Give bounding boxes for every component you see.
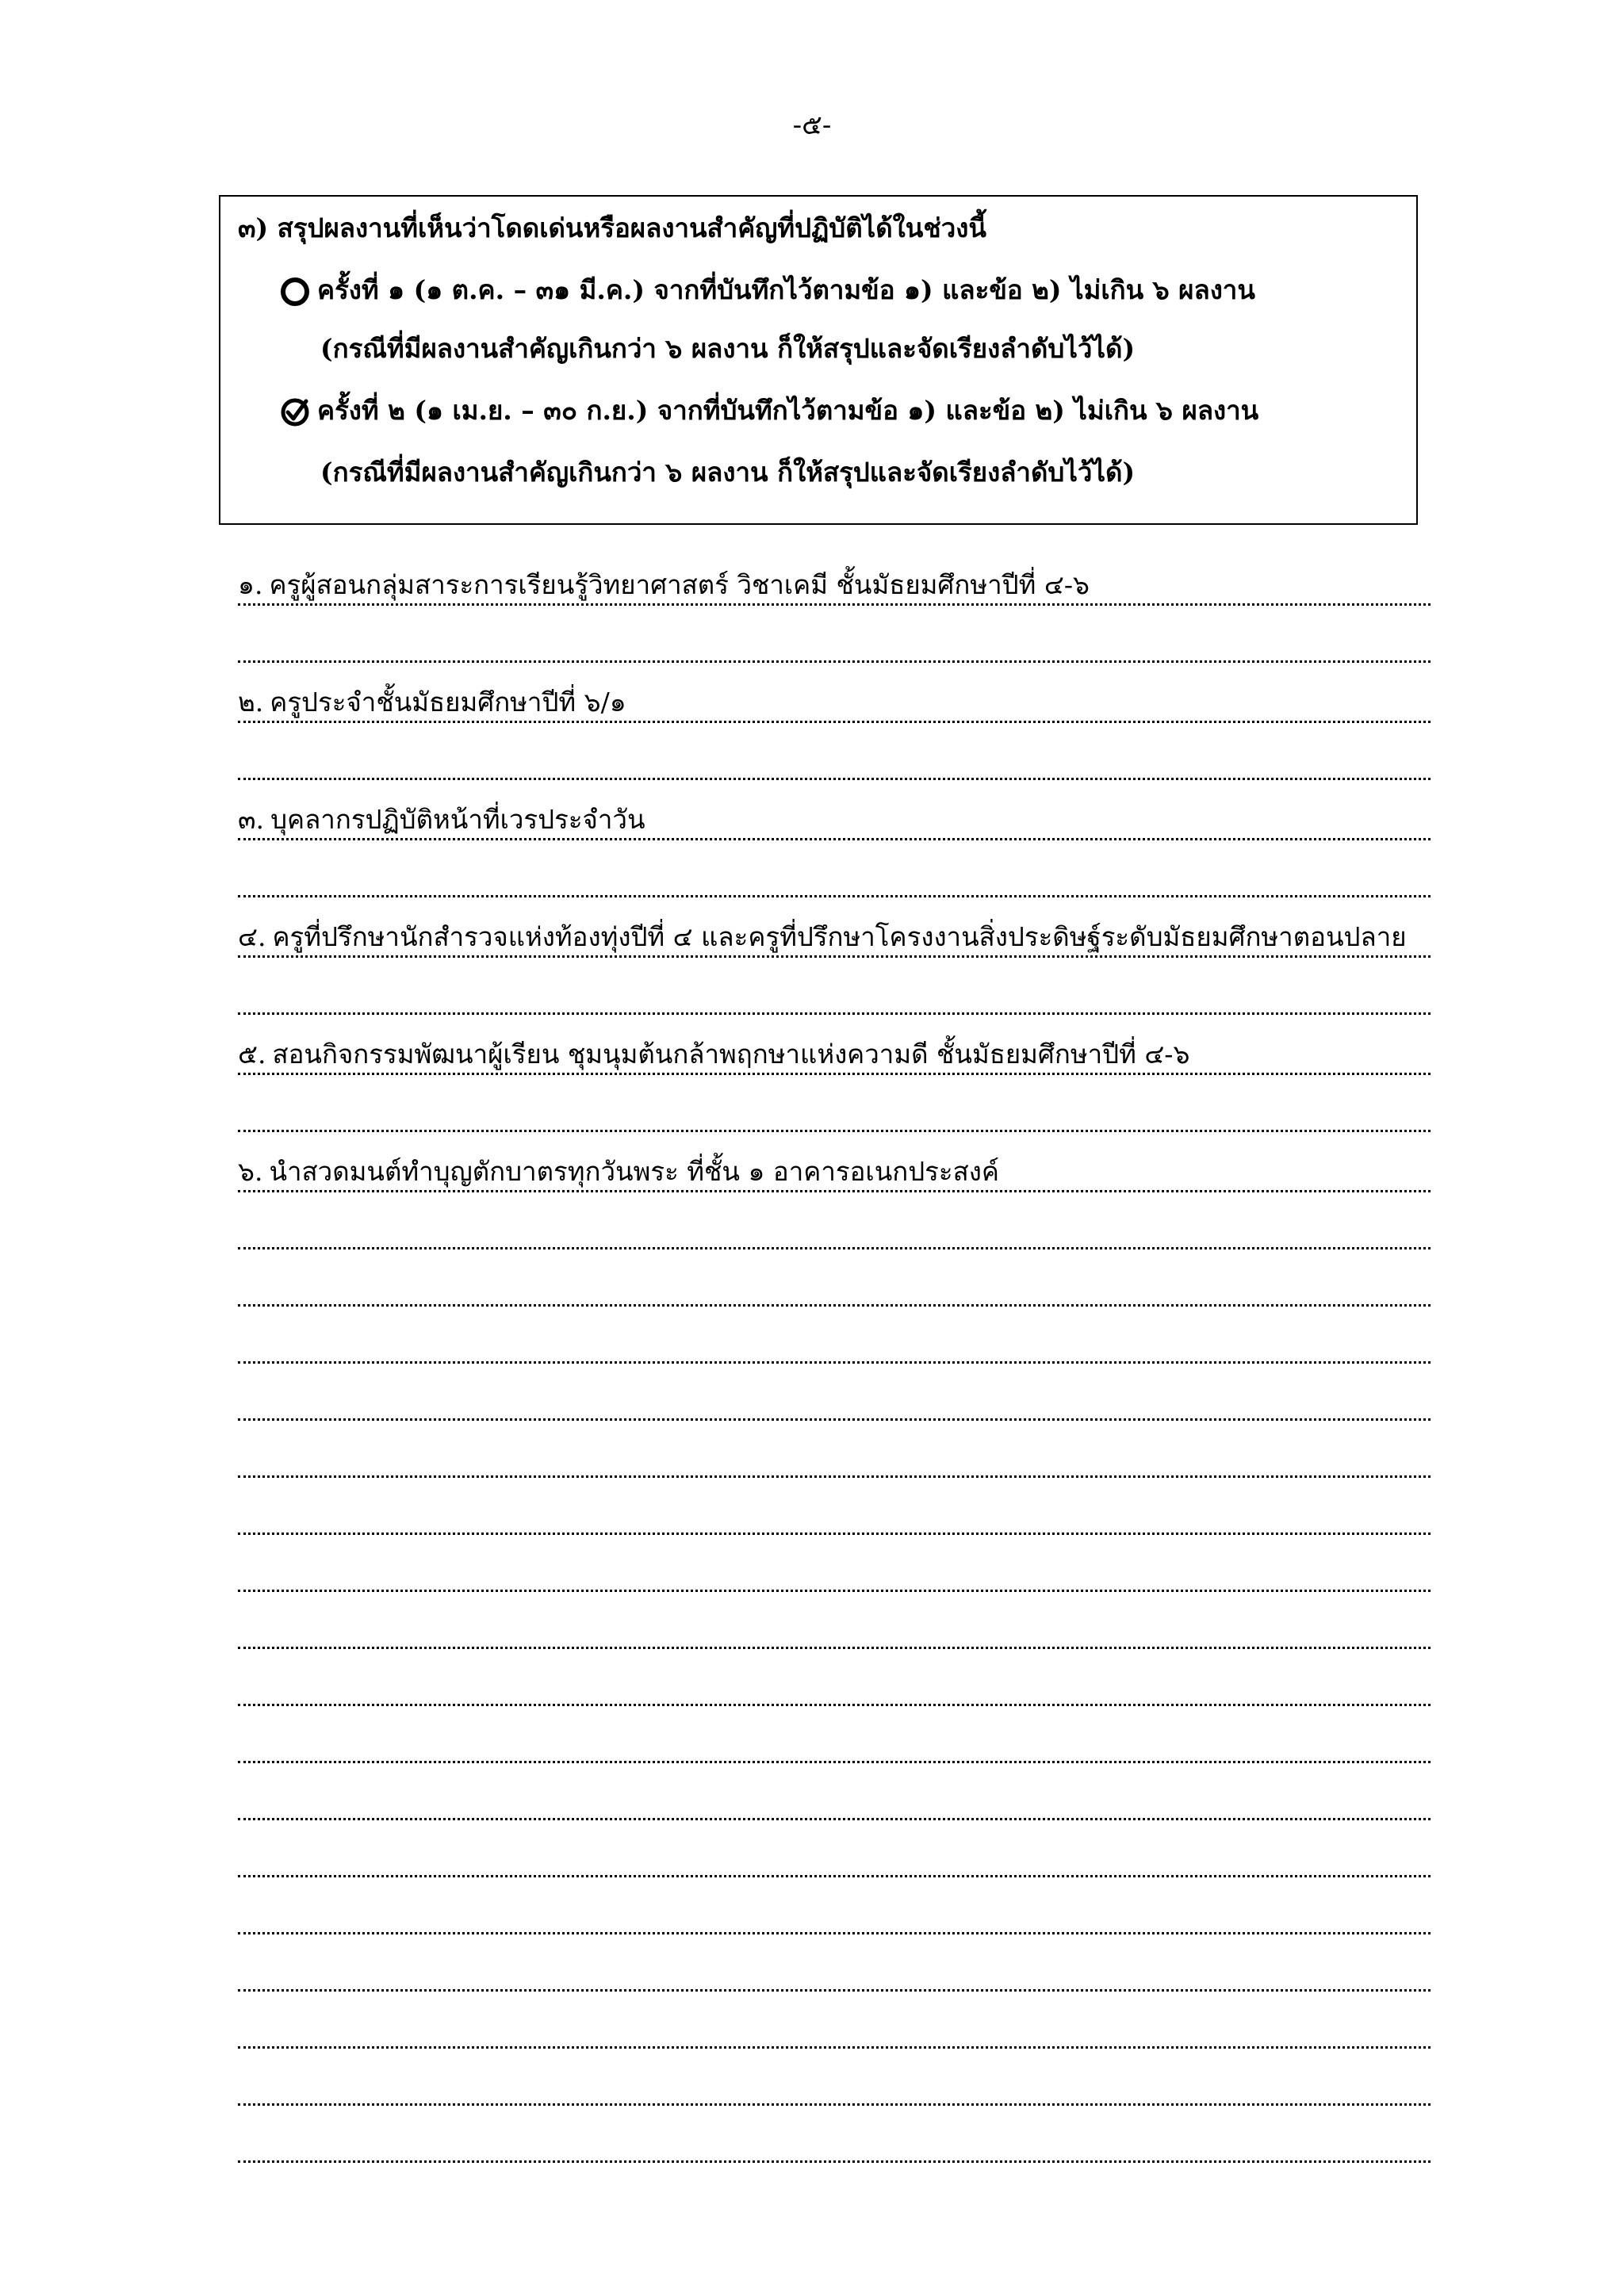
list-item — [238, 663, 1431, 780]
dotted-line — [238, 1015, 1431, 1075]
dotted-line — [238, 1249, 1431, 1307]
dotted-line — [238, 1763, 1431, 1820]
dotted-line — [238, 1307, 1431, 1364]
list-item — [238, 897, 1431, 1015]
list-item — [238, 545, 1431, 663]
entry-text: ๓. บุคลากรปฏิบัติหน้าที่เวรประจำวัน — [238, 804, 645, 835]
entry-text: ๑. ครูผู้สอนกลุ่มสาระการเรียนรู้วิทยาศาสตร์ วิชาเคมี ชั้นมัธยมศึกษาปีที่ ๔-๖ — [238, 569, 1090, 600]
section-title: ๓) สรุปผลงานที่เห็นว่าโดดเด่นหรือผลงานสำคัญที่ปฏิบัติได้ในช่วงนี้ — [238, 212, 986, 243]
dotted-line — [238, 1992, 1431, 2049]
entry-text: ๔. ครูที่ปรึกษานักสำรวจแห่งท้องทุ่งปีที่ ๔ และครูที่ปรึกษาโครงงานสิ่งประดิษฐ์ระดับมัธยมศึกษาตอนปลาย — [238, 921, 1407, 952]
page-number: -๕- — [792, 109, 832, 141]
dotted-line — [238, 1132, 1431, 1192]
list-item — [238, 1132, 1431, 1192]
dotted-line — [238, 1421, 1431, 1478]
dotted-line — [238, 663, 1431, 723]
dotted-line — [238, 840, 1431, 897]
dotted-line — [238, 1934, 1431, 1992]
circle-check-icon[interactable] — [279, 396, 311, 428]
period-1-option[interactable] — [279, 273, 1255, 308]
period-2-label: ครั้งที่ ๒ (๑ เม.ย. – ๓๐ ก.ย.) จากที่บันทึกไว้ตามข้อ ๑) และข้อ ๒) ไม่เกิน ๖ ผลงาน — [317, 395, 1259, 426]
dotted-line — [238, 1592, 1431, 1649]
period-1-note: (กรณีที่มีผลงานสำคัญเกินกว่า ๖ ผลงาน ก็ให้สรุปและจัดเรียงลำดับไว้ได้) — [320, 333, 1136, 364]
period-2-option[interactable] — [279, 393, 1258, 428]
list-item — [238, 780, 1431, 897]
period-2-note: (กรณีที่มีผลงานสำคัญเกินกว่า ๖ ผลงาน ก็ให้สรุปและจัดเรียงลำดับไว้ได้) — [320, 457, 1136, 488]
dotted-line — [238, 1478, 1431, 1535]
dotted-line — [238, 545, 1431, 606]
blank-lines — [238, 1192, 1431, 2163]
dotted-line — [238, 606, 1431, 663]
dotted-line — [238, 958, 1431, 1015]
dotted-line — [238, 723, 1431, 780]
dotted-line — [238, 1364, 1431, 1421]
dotted-line — [238, 897, 1431, 958]
dotted-line — [238, 1820, 1431, 1877]
dotted-line — [238, 1075, 1431, 1132]
dotted-line — [238, 2049, 1431, 2106]
dotted-line — [238, 780, 1431, 840]
entry-text: ๒. ครูประจำชั้นมัธยมศึกษาปีที่ ๖/๑ — [238, 687, 626, 718]
list-item — [238, 1015, 1431, 1132]
entry-text: ๕. สอนกิจกรรมพัฒนาผู้เรียน ชุมนุมต้นกล้าพฤกษาแห่งความดี ชั้นมัธยมศึกษาปีที่ ๔-๖ — [238, 1039, 1190, 1070]
dotted-line — [238, 1649, 1431, 1706]
summary-box — [219, 195, 1418, 525]
dotted-line — [238, 1192, 1431, 1249]
dotted-line — [238, 1706, 1431, 1763]
circle-icon[interactable] — [279, 276, 311, 308]
dotted-line — [238, 1877, 1431, 1934]
period-1-label: ครั้งที่ ๑ (๑ ต.ค. – ๓๑ มี.ค.) จากที่บันทึกไว้ตามข้อ ๑) และข้อ ๒) ไม่เกิน ๖ ผลงาน — [317, 274, 1255, 305]
dotted-line — [238, 2106, 1431, 2163]
entry-text: ๖. นำสวดมนต์ทำบุญตักบาตรทุกวันพระ ที่ชั้น ๑ อาคารอเนกประสงค์ — [238, 1156, 999, 1187]
achievement-list — [238, 545, 1431, 2163]
dotted-line — [238, 1535, 1431, 1592]
